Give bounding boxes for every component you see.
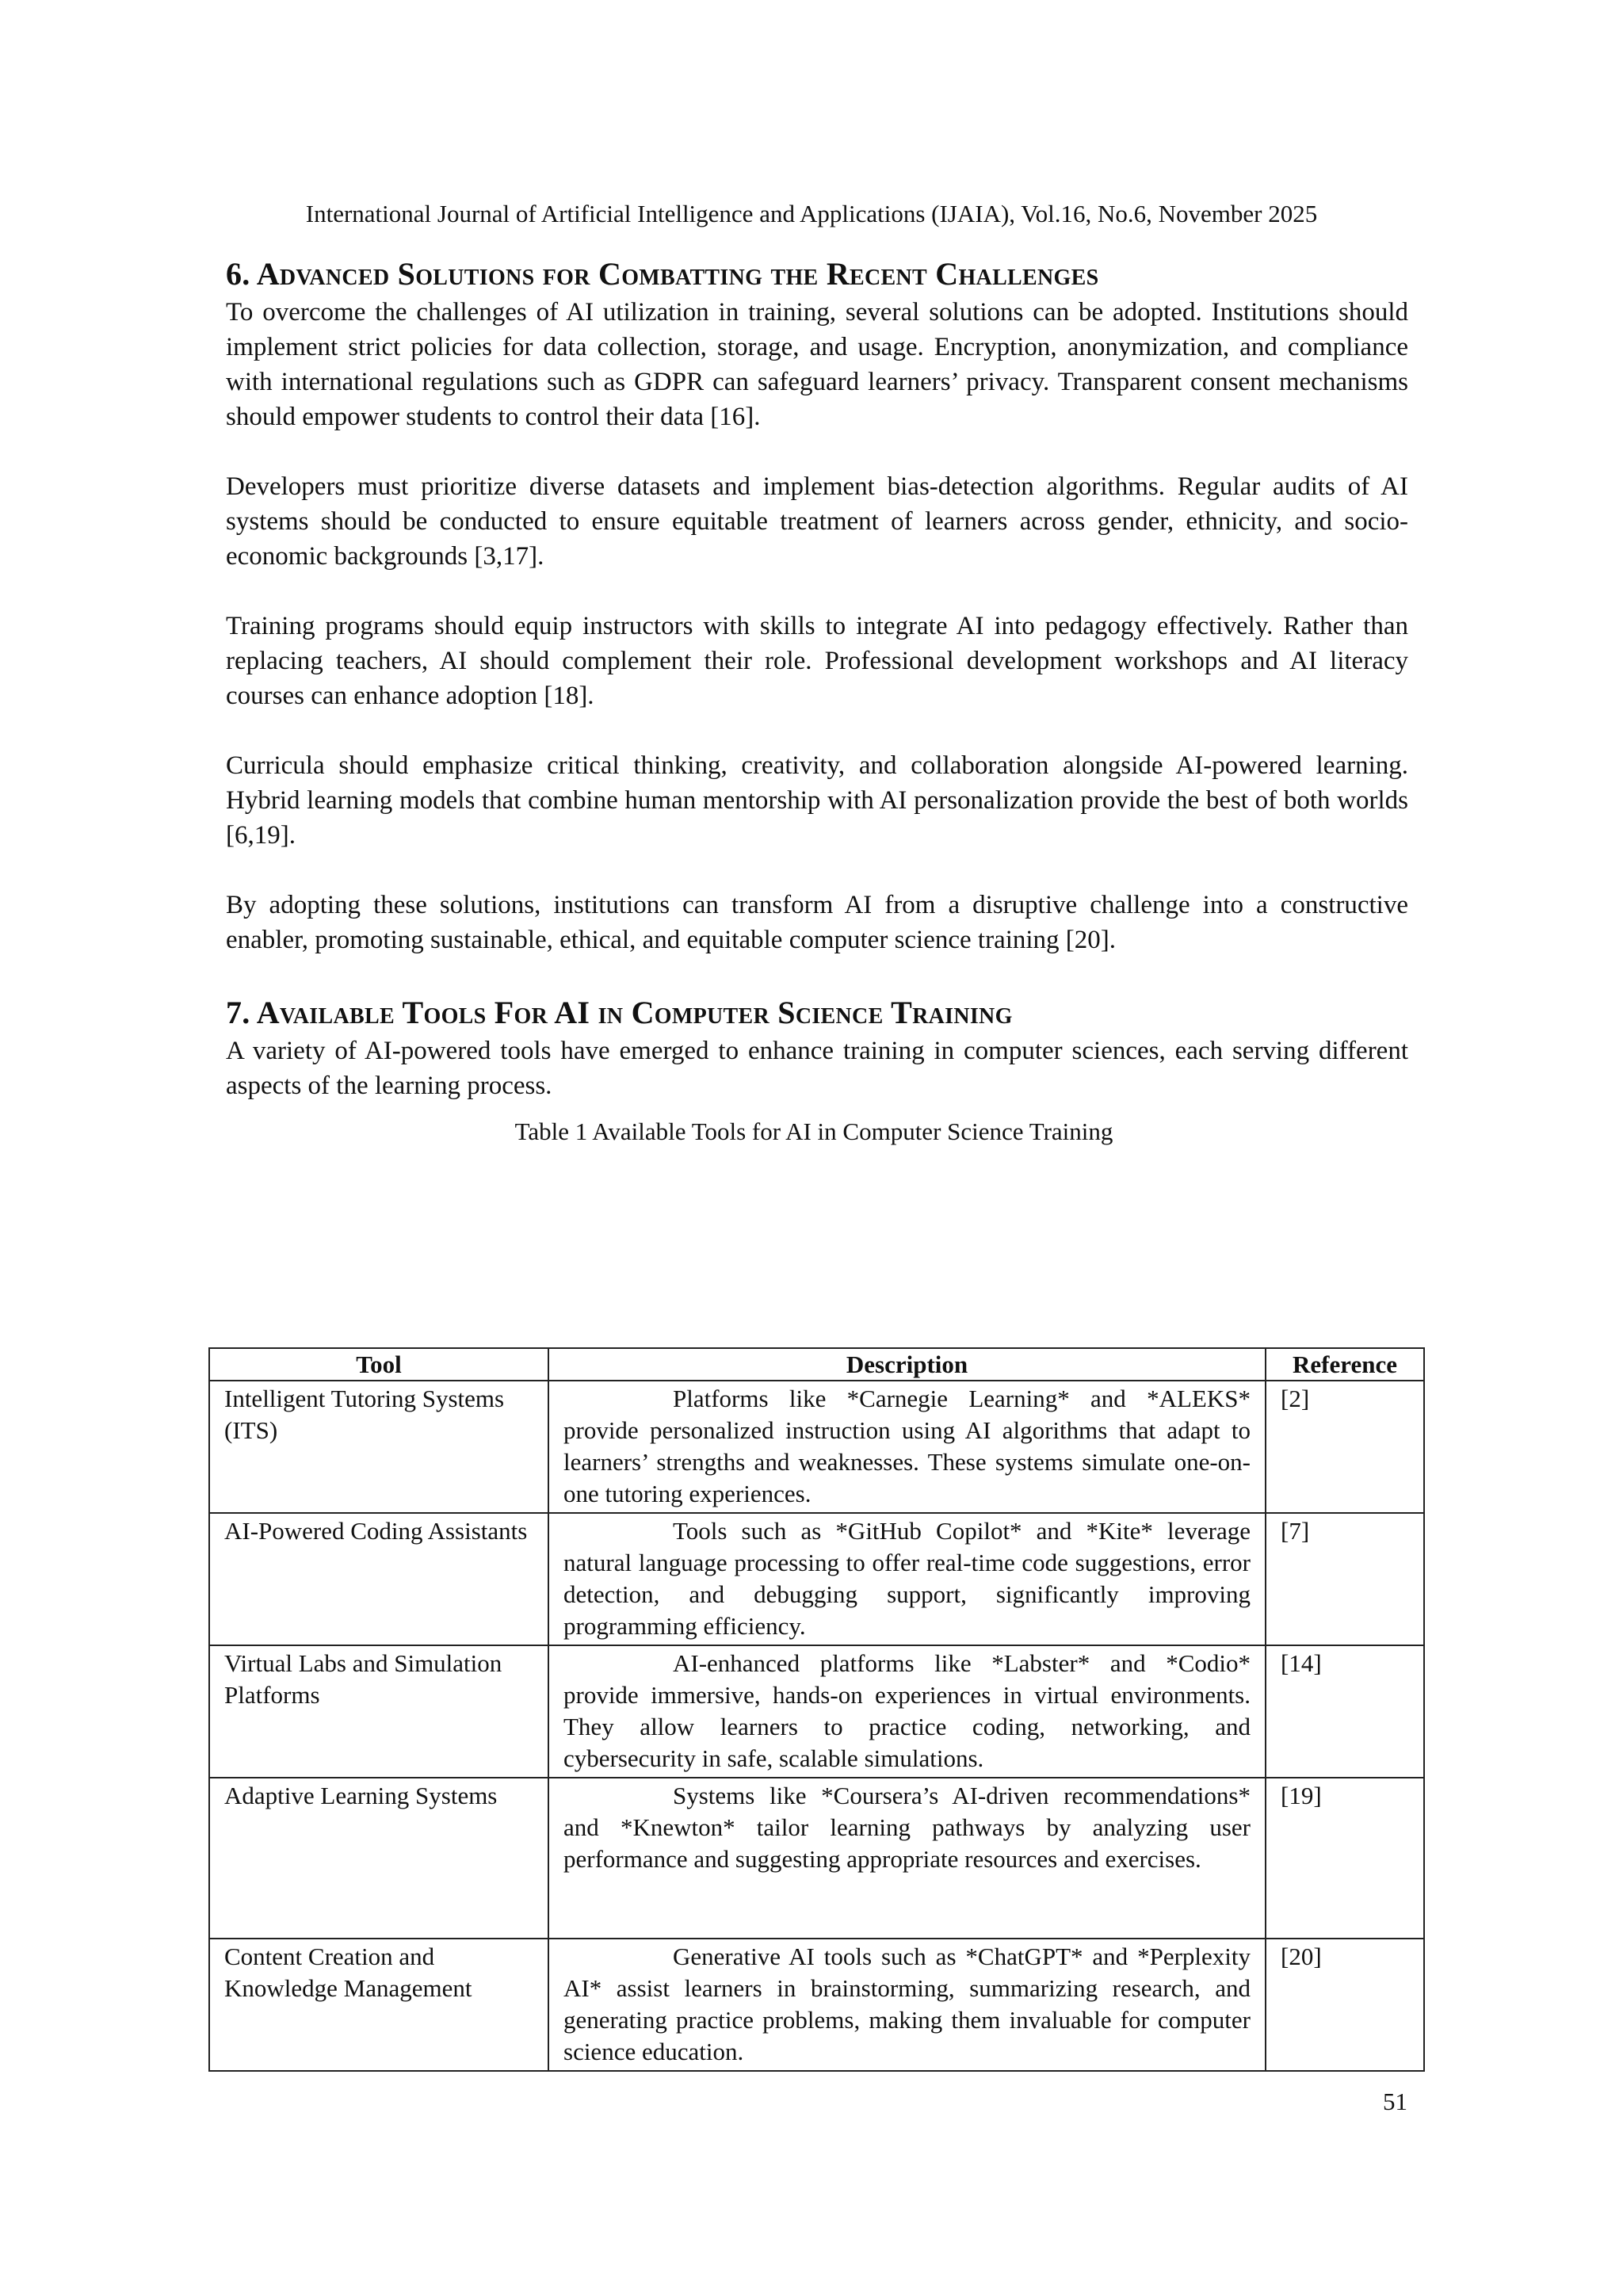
- table-caption: Table 1 Available Tools for AI in Computer Science Training: [514, 1117, 1113, 1145]
- table-header-row: [209, 1348, 1424, 1381]
- journal-header: International Journal of Artificial Intelligence and Applications (IJAIA), Vol.16, No.6, November 2025: [305, 200, 1318, 227]
- column-header-description: Description: [548, 1348, 1266, 1381]
- reference-cell: [2]: [1266, 1381, 1424, 1513]
- section-7-intro: A variety of AI-powered tools have emerged to enhance training in computer sciences, each serving different aspects of the learning process.: [226, 1037, 1408, 1100]
- table-row: [209, 1778, 1424, 1939]
- table-row: [209, 1513, 1424, 1645]
- section-6-paragraph: By adopting these solutions, institutions can transform AI from a disruptive challenge into a constructive enabler, promoting sustainable, ethical, and equitable computer science training [20].: [226, 891, 1408, 954]
- description-text: AI-enhanced platforms like *Labster* and *Codio* provide immersive, hands-on experiences in virtual environments. They allow learners to practice coding, networking, and cybersecurity in safe, scalable simulations.: [563, 1649, 1251, 1772]
- tool-cell: Virtual Labs and Simulation Platforms: [209, 1645, 548, 1778]
- column-header-reference: Reference: [1266, 1348, 1424, 1381]
- reference-cell: [7]: [1266, 1513, 1424, 1645]
- page-number: 51: [1383, 2088, 1407, 2115]
- description-text: Generative AI tools such as *ChatGPT* and *Perplexity AI* assist learners in brainstorming, summarizing research, and generating practice problems, making them invaluable for computer science education.: [563, 1943, 1251, 2065]
- section-6-paragraph: Developers must prioritize diverse datasets and implement bias-detection algorithms. Regular audits of AI systems should be conducted to ensure equitable treatment of learners across gender, ethnicity, and socio-economic backgrounds [3,17].: [226, 472, 1408, 571]
- section-7-heading: 7. Available Tools For AI in Computer Science Training: [226, 995, 1013, 1030]
- tool-cell: Content Creation and Knowledge Management: [209, 1939, 548, 2071]
- column-header-tool: Tool: [209, 1348, 548, 1381]
- table-row: [209, 1645, 1424, 1778]
- tools-table: [208, 1347, 1425, 2072]
- description-cell: [548, 1645, 1266, 1778]
- section-6-heading: 6. Advanced Solutions for Combatting the Recent Challenges: [226, 256, 1099, 292]
- tool-cell: AI-Powered Coding Assistants: [209, 1513, 548, 1645]
- tool-cell: Intelligent Tutoring Systems (ITS): [209, 1381, 548, 1513]
- reference-cell: [14]: [1266, 1645, 1424, 1778]
- reference-cell: [20]: [1266, 1939, 1424, 2071]
- section-6-paragraph: To overcome the challenges of AI utilization in training, several solutions can be adopted. Institutions should implement strict policies for data collection, storage, and usage. Encryption, anonymization, and compliance with international regulations such as GDPR can safeguard learners’ privacy. Transparent consent mechanisms should empower students to control their data [16].: [226, 298, 1408, 431]
- table-row: [209, 1381, 1424, 1513]
- section-6-paragraph: Curricula should emphasize critical thinking, creativity, and collaboration alongside AI-powered learning. Hybrid learning models that combine human mentorship with AI personalization provide the best of both worlds [6,19].: [226, 751, 1408, 850]
- section-6-paragraph: Training programs should equip instructors with skills to integrate AI into pedagogy effectively. Rather than replacing teachers, AI should complement their role. Professional development workshops and AI literacy courses can enhance adoption [18].: [226, 612, 1408, 710]
- tool-cell: Adaptive Learning Systems: [209, 1778, 548, 1939]
- main-content: [226, 254, 1408, 1189]
- description-cell: [548, 1778, 1266, 1939]
- description-cell: [548, 1381, 1266, 1513]
- table-row: [209, 1939, 1424, 2071]
- description-cell: [548, 1939, 1266, 2071]
- description-text: Platforms like *Carnegie Learning* and *ALEKS* provide personalized instruction using AI algorithms that adapt to learners’ strengths and weaknesses. These systems simulate one-on-one tutoring experiences.: [563, 1385, 1251, 1507]
- description-text: Systems like *Coursera’s AI-driven recommendations* and *Knewton* tailor learning pathways by analyzing user performance and suggesting appropriate resources and exercises.: [563, 1782, 1251, 1873]
- description-cell: [548, 1513, 1266, 1645]
- reference-cell: [19]: [1266, 1778, 1424, 1939]
- description-text: Tools such as *GitHub Copilot* and *Kite* leverage natural language processing to offer real-time code suggestions, error detection, and debugging support, significantly improving programming efficiency.: [563, 1517, 1251, 1640]
